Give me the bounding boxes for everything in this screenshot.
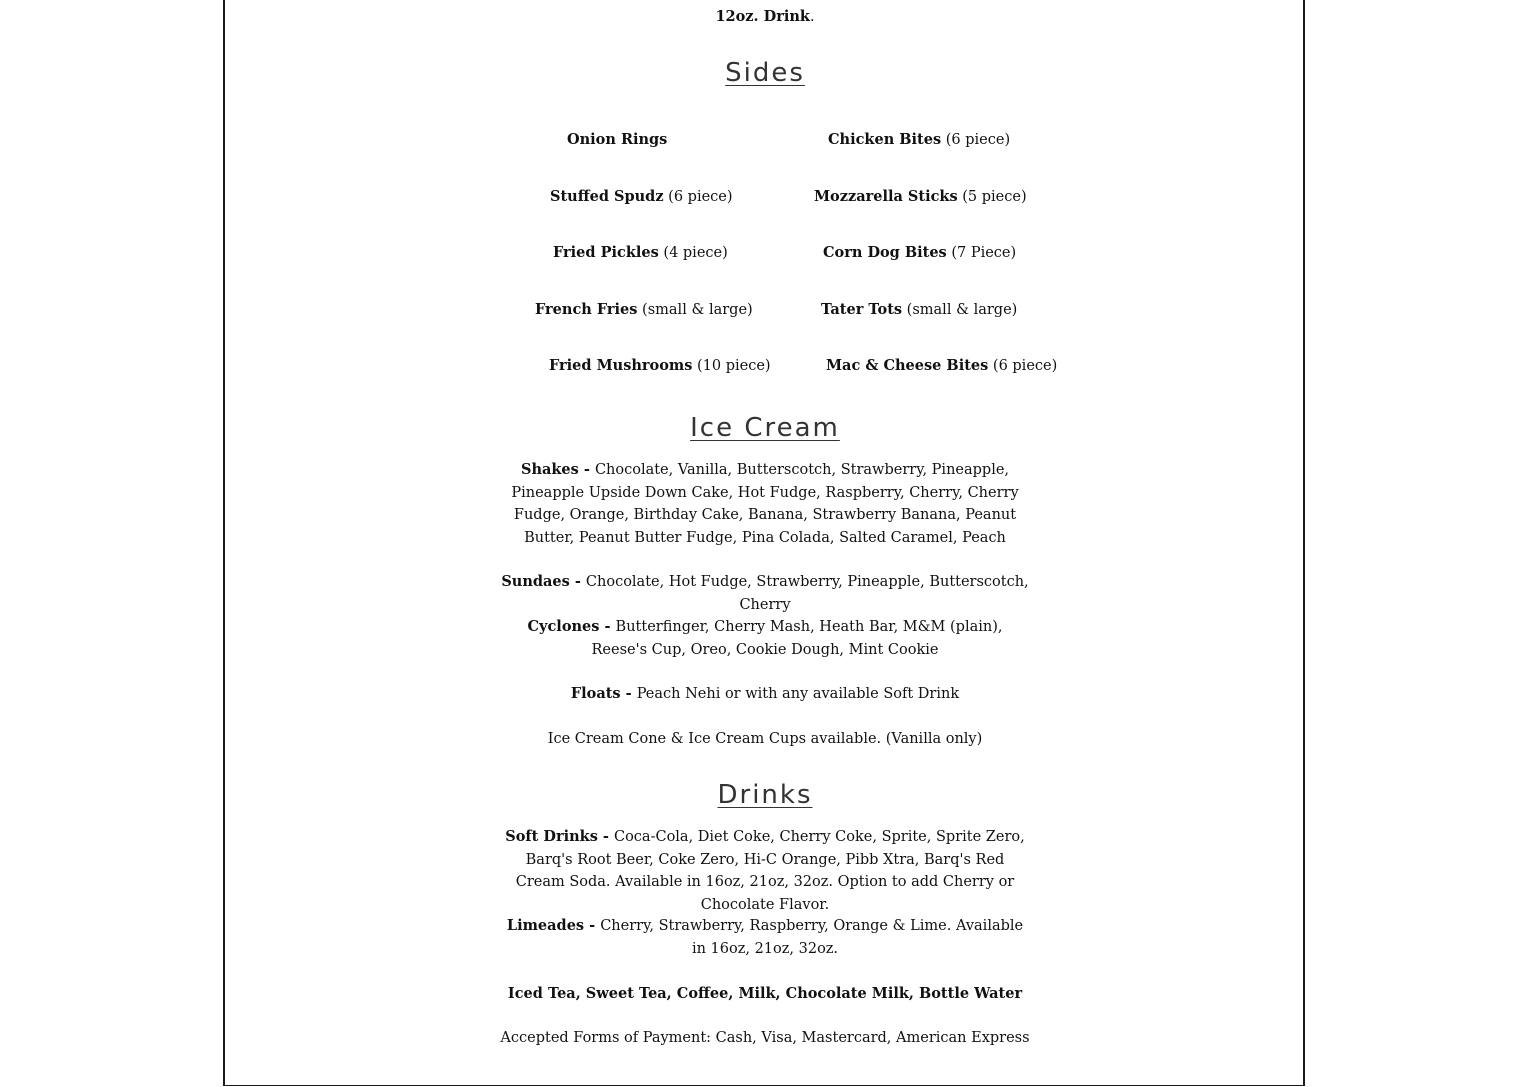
side-item: Tater Tots (small & large) <box>821 301 1018 318</box>
sides-heading: Sides <box>725 58 805 88</box>
previous-section-fragment: 12oz. Drink. <box>715 8 815 25</box>
side-item: Onion Rings <box>567 131 668 148</box>
side-item: Corn Dog Bites (7 Piece) <box>823 244 1017 261</box>
floats-entry: Floats - Peach Nehi or with any available Soft Drink <box>570 685 960 702</box>
side-item: Chicken Bites (6 piece) <box>828 131 1011 148</box>
ice-cream-heading: Ice Cream <box>690 413 840 443</box>
shakes-entry: Shakes - Chocolate, Vanilla, Butterscotch, Strawberry, Pineapple, Pineapple Upside Down Cake, Hot Fudge, Raspberry, Cherry, Cherry Fudge, Orange, Birthday Cake, Banana, Strawberry Banana, Peanut Butter, Peanut Butter Fudge, Pina Colada, Salted Caramel, Peach <box>511 461 1019 546</box>
side-item: Stuffed Spudz (6 piece) <box>550 188 733 205</box>
side-item: Mac & Cheese Bites (6 piece) <box>826 357 1058 374</box>
cones-note: Ice Cream Cone & Ice Cream Cups available. (Vanilla only) <box>547 731 983 747</box>
other-drinks-entry: Iced Tea, Sweet Tea, Coffee, Milk, Chocolate Milk, Bottle Water <box>507 985 1023 1002</box>
side-item: Mozzarella Sticks (5 piece) <box>814 188 1027 205</box>
soft-drinks-entry: Soft Drinks - Coca-Cola, Diet Coke, Cherry Coke, Sprite, Sprite Zero, Barq's Root Beer, Coke Zero, Hi-C Orange, Pibb Xtra, Barq's Red Cream Soda. Available in 16oz, 21oz, 32oz. Option to add Cherry or Chocolate Flavor. <box>505 828 1025 913</box>
drink-size-note: 12oz. Drink <box>715 8 810 25</box>
drinks-heading: Drinks <box>717 780 813 810</box>
limeades-entry: Limeades - Cherry, Strawberry, Raspberry, Orange & Lime. Available in 16oz, 21oz, 32oz. <box>506 917 1024 957</box>
side-item: Fried Pickles (4 piece) <box>553 244 728 261</box>
side-item: Fried Mushrooms (10 piece) <box>549 357 771 374</box>
cyclones-entry: Cyclones - Butterfinger, Cherry Mash, Heath Bar, M&M (plain), Reese's Cup, Oreo, Cookie Dough, Mint Cookie <box>527 618 1003 658</box>
side-item: French Fries (small & large) <box>535 301 753 318</box>
sundaes-entry: Sundaes - Chocolate, Hot Fudge, Strawberry, Pineapple, Butterscotch, Cherry <box>501 573 1029 613</box>
payment-note: Accepted Forms of Payment: Cash, Visa, Mastercard, American Express <box>500 1030 1030 1046</box>
